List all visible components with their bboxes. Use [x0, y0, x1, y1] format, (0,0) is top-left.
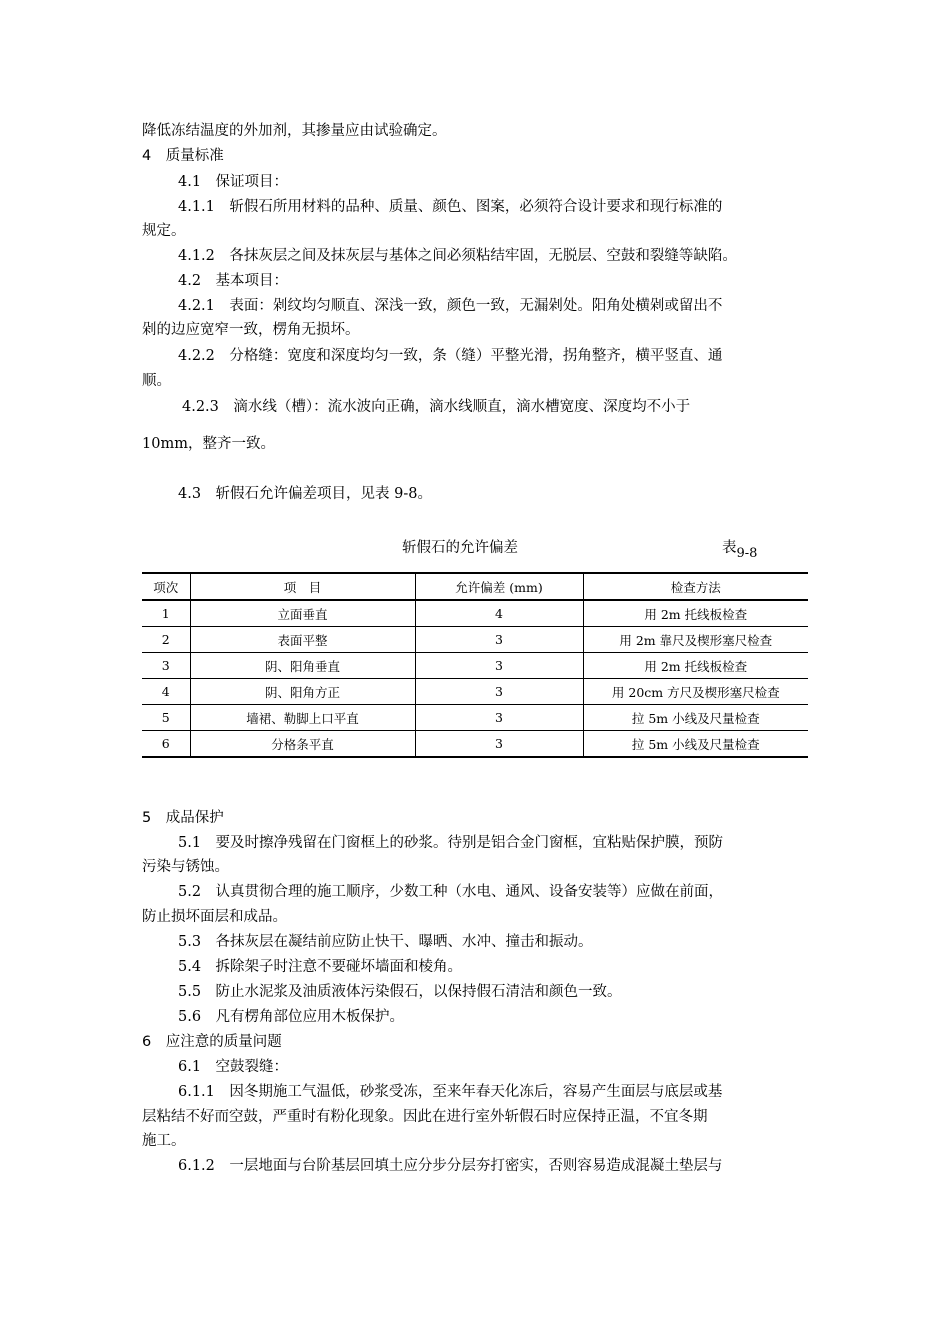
subsection-heading-4-2: 4.2 基本项目： [178, 273, 289, 289]
table-cell: 用 2m 托线板检查 [583, 653, 808, 679]
paragraph-line: 5.6 凡有楞角部位应用木板保护。 [178, 1009, 405, 1025]
subsection-heading-6-1: 6.1 空鼓裂缝： [178, 1059, 289, 1075]
table-cell: 分格条平直 [190, 731, 415, 758]
table-row [142, 627, 808, 653]
table-cell: 阴、阳角垂直 [190, 653, 415, 679]
paragraph-line: 4.2.3 滴水线（槽）：流水波向正确，滴水线顺直，滴水槽宽度、深度均不小于 [182, 399, 691, 415]
table-cell: 立面垂直 [190, 600, 415, 627]
tolerance-table [142, 572, 808, 758]
table-cell: 用 2m 托线板检查 [583, 600, 808, 627]
table-cell: 6 [142, 731, 190, 758]
table-cell: 墙裙、勒脚上口平直 [190, 705, 415, 731]
paragraph-line: 4.3 斩假石允许偏差项目，见表 9-8。 [178, 486, 433, 502]
table-cell: 用 20cm 方尺及楔形塞尺检查 [583, 679, 808, 705]
section-heading-4: 4 质量标准 [142, 148, 224, 164]
table-cell: 3 [415, 653, 583, 679]
header-cell: 检查方法 [583, 573, 808, 600]
paragraph-line: 5.4 拆除架子时注意不要碰坏墙面和棱角。 [178, 959, 463, 975]
table-title: 斩假石的允许偏差 [402, 540, 518, 556]
table-cell: 表面平整 [190, 627, 415, 653]
paragraph-line: 层粘结不好而空鼓，严重时有粉化现象。因此在进行室外斩假石时应保持正温，不宜冬期 [142, 1109, 708, 1125]
paragraph-line: 6.1.2 一层地面与台阶基层回填土应分步分层夯打密实，否则容易造成混凝土垫层与 [178, 1158, 723, 1174]
subsection-heading-4-1: 4.1 保证项目： [178, 174, 289, 190]
table-row [142, 679, 808, 705]
table-cell: 4 [142, 679, 190, 705]
section-heading-6: 6 应注意的质量问题 [142, 1034, 282, 1050]
table-row [142, 653, 808, 679]
table-header-row [142, 573, 808, 600]
table-cell: 4 [415, 600, 583, 627]
table-cell: 2 [142, 627, 190, 653]
table-cell: 5 [142, 705, 190, 731]
paragraph-line: 4.2.2 分格缝：宽度和深度均匀一致，条（缝）平整光滑，拐角整齐，横平竖直、通 [178, 348, 723, 364]
table-number [722, 536, 757, 561]
table-row [142, 600, 808, 627]
table-cell: 3 [415, 731, 583, 758]
table-cell: 拉 5m 小线及尺量检查 [583, 705, 808, 731]
header-cell: 项 目 [190, 573, 415, 600]
section-heading-5: 5 成品保护 [142, 810, 224, 826]
table-cell: 拉 5m 小线及尺量检查 [583, 731, 808, 758]
paragraph-line: 6.1.1 因冬期施工气温低，砂浆受冻，至来年春天化冻后，容易产生面层与底层或基 [178, 1084, 723, 1100]
paragraph-line: 10mm，整齐一致。 [142, 436, 275, 452]
paragraph-line: 污染与锈蚀。 [142, 859, 229, 875]
paragraph-line: 5.2 认真贯彻合理的施工顺序，少数工种（水电、通风、设备安装等）应做在前面， [178, 884, 724, 900]
header-cell: 允许偏差 (mm) [415, 573, 583, 600]
paragraph-line: 防止损坏面层和成品。 [142, 909, 287, 925]
table-cell: 3 [142, 653, 190, 679]
table-row [142, 731, 808, 758]
paragraph-line: 5.5 防止水泥浆及油质液体污染假石，以保持假石清洁和颜色一致。 [178, 984, 622, 1000]
table-cell: 阴、阳角方正 [190, 679, 415, 705]
paragraph-line: 顺。 [142, 373, 171, 389]
table-number-value: 9-8 [736, 546, 758, 561]
paragraph-line: 剁的边应宽窄一致，楞角无损坏。 [142, 322, 360, 338]
table-row [142, 705, 808, 731]
paragraph-line: 降低冻结温度的外加剂，其掺量应由试验确定。 [142, 123, 447, 139]
paragraph-line: 规定。 [142, 223, 186, 239]
table-cell: 3 [415, 627, 583, 653]
paragraph-line: 施工。 [142, 1133, 186, 1149]
paragraph-line: 5.3 各抹灰层在凝结前应防止快干、曝晒、水冲、撞击和振动。 [178, 934, 593, 950]
paragraph-line: 4.1.2 各抹灰层之间及抹灰层与基体之间必须粘结牢固，无脱层、空鼓和裂缝等缺陷。 [178, 248, 737, 264]
paragraph-line: 4.2.1 表面：剁纹均匀顺直、深浅一致，颜色一致，无漏剁处。阳角处横剁或留出不 [178, 298, 723, 314]
header-cell: 项次 [142, 573, 190, 600]
table-cell: 3 [415, 679, 583, 705]
paragraph-line: 5.1 要及时擦净残留在门窗框上的砂浆。待别是铝合金门窗框，宜粘贴保护膜，预防 [178, 835, 724, 851]
table-cell: 3 [415, 705, 583, 731]
paragraph-line: 4.1.1 斩假石所用材料的品种、质量、颜色、图案，必须符合设计要求和现行标准的 [178, 199, 723, 215]
table-number-prefix: 表 [722, 540, 737, 556]
table-cell: 用 2m 靠尺及楔形塞尺检查 [583, 627, 808, 653]
table-cell: 1 [142, 600, 190, 627]
